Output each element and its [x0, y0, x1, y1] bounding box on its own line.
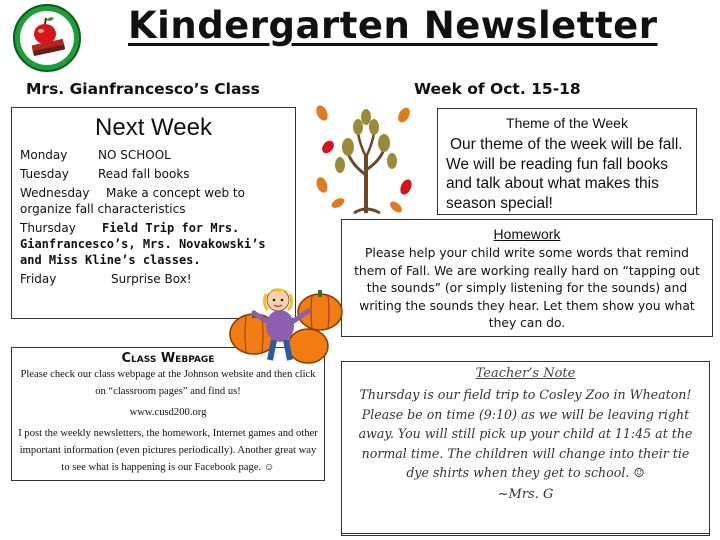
theme-heading: Theme of the Week	[506, 115, 628, 131]
teachers-note-box	[341, 361, 710, 536]
day-text: Field Trip for Mrs. Gianfrancesco’s, Mrs. Novakowski’s and Miss Kline’s classes.	[20, 221, 266, 267]
day-label: Thursday	[20, 221, 76, 235]
next-week-heading: Next Week	[95, 114, 212, 141]
day-text: NO SCHOOL	[98, 148, 171, 162]
class-webpage-info: I post the weekly newsletters, the homework, Internet games and other important information (even pictures periodically). Another great way to see what is happening is our Facebook page. ☺	[18, 428, 318, 473]
day-text: Make a concept web to organize fall characteristics	[20, 186, 245, 216]
next-week-row	[20, 185, 287, 217]
next-week-row	[20, 220, 287, 268]
class-name: Mrs. Gianfrancesco’s Class	[26, 80, 260, 98]
homework-box	[341, 219, 713, 337]
homework-heading: Homework	[493, 226, 561, 242]
class-webpage-heading: Class Webpage	[121, 351, 215, 366]
next-week-row	[20, 166, 287, 182]
day-text: Surprise Box!	[111, 272, 192, 286]
child-with-pumpkins-illustration	[228, 282, 348, 370]
day-label: Tuesday	[20, 167, 69, 181]
teachers-note-signature: ~Mrs. G	[497, 486, 554, 502]
fall-tree-illustration	[308, 95, 423, 217]
divider	[341, 533, 710, 534]
day-text: Read fall books	[98, 167, 190, 181]
theme-box	[437, 108, 697, 215]
teachers-note-heading: Teacher’s Note	[475, 366, 576, 381]
day-label: Monday	[20, 148, 68, 162]
day-label: Friday	[20, 272, 57, 286]
homework-text: Please help your child write some words that remind them of Fall. We are working really hard on “tapping out the sounds” (or simply listening for the sounds) and writing the sounds they hear. Let them show you what they can do.	[354, 246, 700, 330]
apple-on-book-icon	[12, 3, 82, 73]
day-label: Wednesday	[20, 186, 90, 200]
page-title: Kindergarten Newsletter	[128, 4, 658, 47]
next-week-row	[20, 147, 287, 163]
teachers-note-text: Thursday is our field trip to Cosley Zoo in Wheaton! Please be on time (9:10) as we will be leaving right away. You will still pick up your child at 11:45 at the normal time. The children will change into their tie dye shirts when they get to school. ☺	[358, 387, 693, 481]
theme-text: Our theme of the week will be fall. We will be reading fun fall books and talk about what makes this season special!	[446, 136, 683, 212]
class-webpage-url[interactable]: www.cusd200.org	[129, 407, 207, 418]
week-of: Week of Oct. 15-18	[414, 80, 581, 98]
class-webpage-text: Please check our class webpage at the Johnson website and then click on “classroom pages” and find us!	[20, 369, 316, 397]
